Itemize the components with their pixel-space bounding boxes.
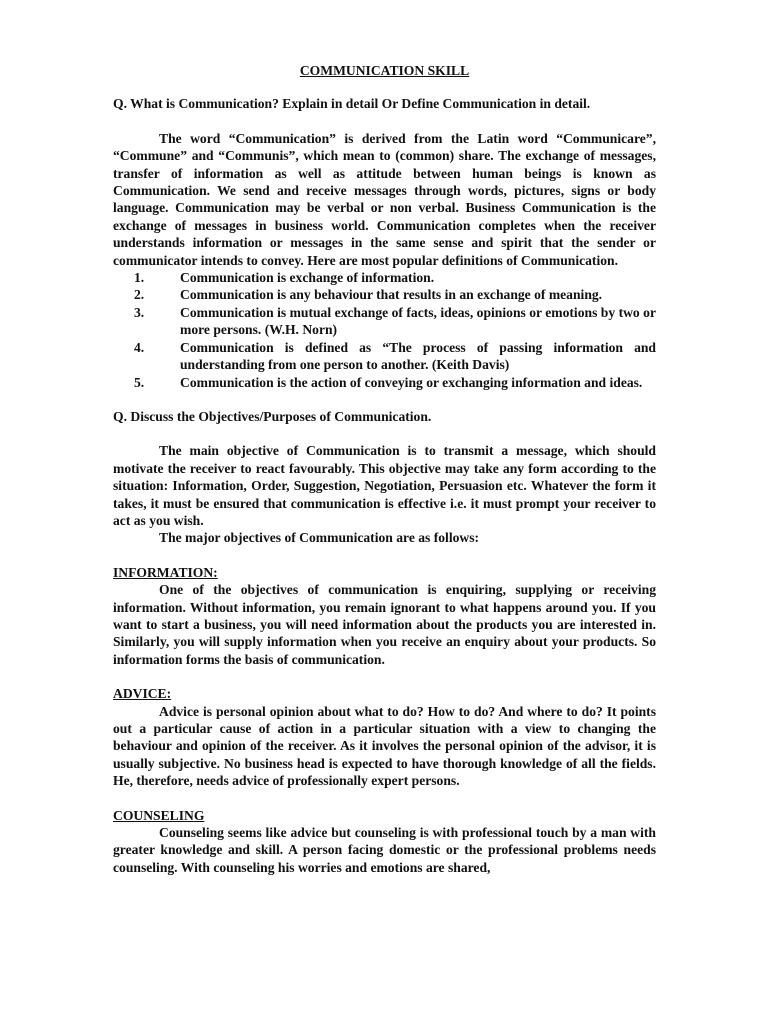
list-item-text: Communication is the action of conveying or exchanging information and ideas.: [180, 374, 643, 390]
list-item-number: 1.: [134, 270, 145, 286]
intro-paragraph: The word “Communication” is derived from the Latin word “Communicare”, “Commune” and “Communis”, which mean to (common) share. The exchange of messages, transfer of information as well as attitude between human beings is known as Communication. We send and receive messages through words, pictures, signs or body language. Communication may be verbal or non verbal. Business Communication is the exchange of messages in business world. Communication completes when the receiver understands information or messages in the same sense and spirit that the sender or communicator intends to convey. Here are most popular definitions of Communication.: [113, 130, 656, 268]
section-heading-counseling: COUNSELING: [113, 807, 205, 823]
list-item-number: 5.: [134, 374, 145, 390]
question-what-is-communication: Q. What is Communication? Explain in detail Or Define Communication in detail.: [113, 96, 591, 112]
list-item-text: Communication is mutual exchange of facts, ideas, opinions or emotions by two or more persons. (W.H. Norn): [180, 304, 656, 338]
objectives-paragraph: The main objective of Communication is to transmit a message, which should motivate the receiver to react favourably. This objective may take any form according to the situation: Information, Order, Suggestion, Negotiation, Persuasion etc. Whatever the form it takes, it must be ensured that communication is effective i.e. it must prompt your receiver to act as you wish.: [113, 443, 656, 528]
list-item: [113, 374, 656, 391]
document-title: COMMUNICATION SKILL: [299, 63, 470, 78]
document-page: [113, 62, 656, 876]
list-item: [113, 286, 656, 303]
list-item-number: 4.: [134, 339, 145, 355]
section-body-information: One of the objectives of communication is enquiring, supplying or receiving information. Without information, you remain ignorant to what happens around you. If you want to start a business, you will need information about the products you are interested in. Similarly, you will supply information when you receive an enquiry about your products. So information forms the basis of communication.: [113, 582, 656, 667]
list-item-text: Communication is any behaviour that results in an exchange of meaning.: [180, 287, 603, 303]
list-item-text: Communication is exchange of information.: [180, 270, 435, 286]
section-body-advice: Advice is personal opinion about what to do? How to do? And where to do? It points out a particular cause of action in a particular situation with a view to changing the behaviour and opinion of the receiver. As it involves the personal opinion of the advisor, it is usually subjective. No business head is expected to have thorough knowledge of all the fields. He, therefore, needs advice of professionally expert persons.: [113, 703, 656, 789]
list-item: [113, 269, 656, 286]
section-heading-advice: ADVICE:: [113, 686, 172, 702]
section-body-counseling: Counseling seems like advice but counseling is with professional touch by a man with greater knowledge and skill. A person facing domestic or the professional problems needs counseling. With counseling his worries and emotions are shared,: [113, 825, 656, 875]
list-item: [113, 304, 656, 339]
list-item: [113, 339, 656, 374]
definitions-list: [113, 269, 656, 391]
section-heading-information: INFORMATION:: [113, 564, 218, 580]
list-item-text: Communication is defined as “The process of passing information and understanding from one person to another. (Keith Davis): [180, 339, 656, 373]
list-item-number: 2.: [134, 287, 145, 303]
list-item-number: 3.: [134, 304, 145, 320]
question-objectives: Q. Discuss the Objectives/Purposes of Communication.: [113, 408, 432, 424]
objectives-lead: The major objectives of Communication are as follows:: [159, 530, 480, 546]
